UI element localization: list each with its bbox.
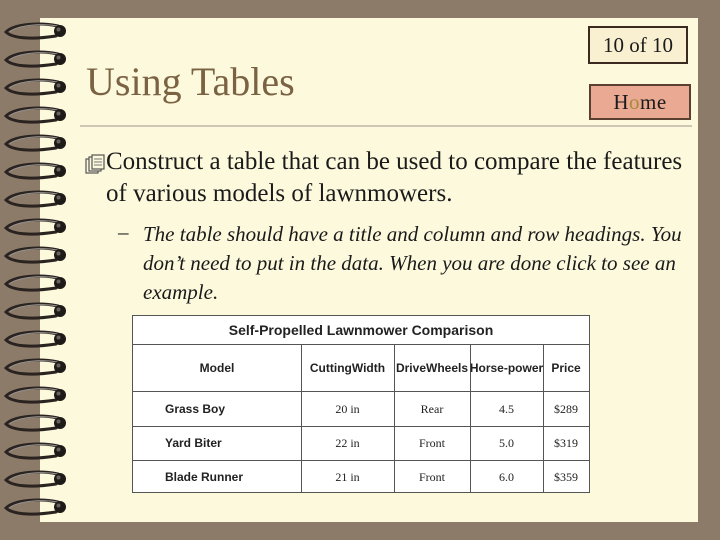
table-cell: Rear [420, 401, 444, 416]
table-cell: 22 in [335, 436, 360, 450]
binder-ring-icon [0, 328, 72, 352]
table-row-header: Grass Boy [165, 401, 226, 416]
binder-ring-icon [0, 384, 72, 408]
sub-bullet-dash: – [118, 220, 129, 244]
bullet-text: Construct a table that can be used to compare the features of various models of lawnmowers. [106, 148, 683, 207]
table-header-cell: Horse- power [469, 360, 544, 375]
binder-ring-icon [0, 160, 72, 184]
binder-ring-icon [0, 48, 72, 72]
table-cell: $359 [554, 470, 578, 484]
sub-bullet-text: The table should have a title and column and row headings. You don’t need to put in the data. When you are done click to see an example. [143, 222, 682, 304]
home-label-start: H [613, 89, 629, 114]
table-cell: 6.0 [499, 470, 514, 484]
binder-ring-icon [0, 412, 72, 436]
table-cell: 21 in [335, 470, 360, 484]
table-cell: 20 in [335, 401, 360, 416]
table-row-header: Yard Biter [165, 436, 222, 450]
title-divider [80, 125, 692, 127]
home-button[interactable] [589, 84, 691, 120]
binder-ring-icon [0, 272, 72, 296]
table-cell: 5.0 [499, 436, 514, 450]
table-cell: 4.5 [499, 401, 514, 416]
binder-ring-icon [0, 496, 72, 520]
note-bullet-icon [85, 154, 105, 174]
home-label-accent: o [629, 89, 640, 114]
binder-ring-icon [0, 468, 72, 492]
home-label-end: me [640, 89, 667, 114]
example-table [132, 315, 590, 493]
binder-ring-icon [0, 20, 72, 44]
binder-ring-icon [0, 216, 72, 240]
page-title: Using Tables [86, 59, 295, 104]
binder-ring-icon [0, 76, 72, 100]
table-cell: $319 [554, 436, 578, 450]
table-cell: Front [418, 436, 445, 450]
table-header-cell: Cutting Width [309, 360, 386, 375]
table-header-cell: Price [551, 360, 581, 375]
table-header-cell: Model [199, 360, 235, 375]
binder-ring-icon [0, 244, 72, 268]
table-caption: Self-Propelled Lawnmower Comparison [228, 322, 494, 338]
binder-ring-icon [0, 440, 72, 464]
binder-ring-icon [0, 188, 72, 212]
table-header-cell: Drive Wheels [395, 360, 469, 375]
binder-ring-icon [0, 356, 72, 380]
table-row-header: Blade Runner [165, 470, 244, 484]
table-cell: Front [418, 470, 445, 484]
binder-ring-icon [0, 300, 72, 324]
page-counter: 10 of 10 [588, 26, 688, 64]
table-cell: $289 [554, 401, 578, 416]
binder-ring-icon [0, 132, 72, 156]
binder-ring-icon [0, 104, 72, 128]
